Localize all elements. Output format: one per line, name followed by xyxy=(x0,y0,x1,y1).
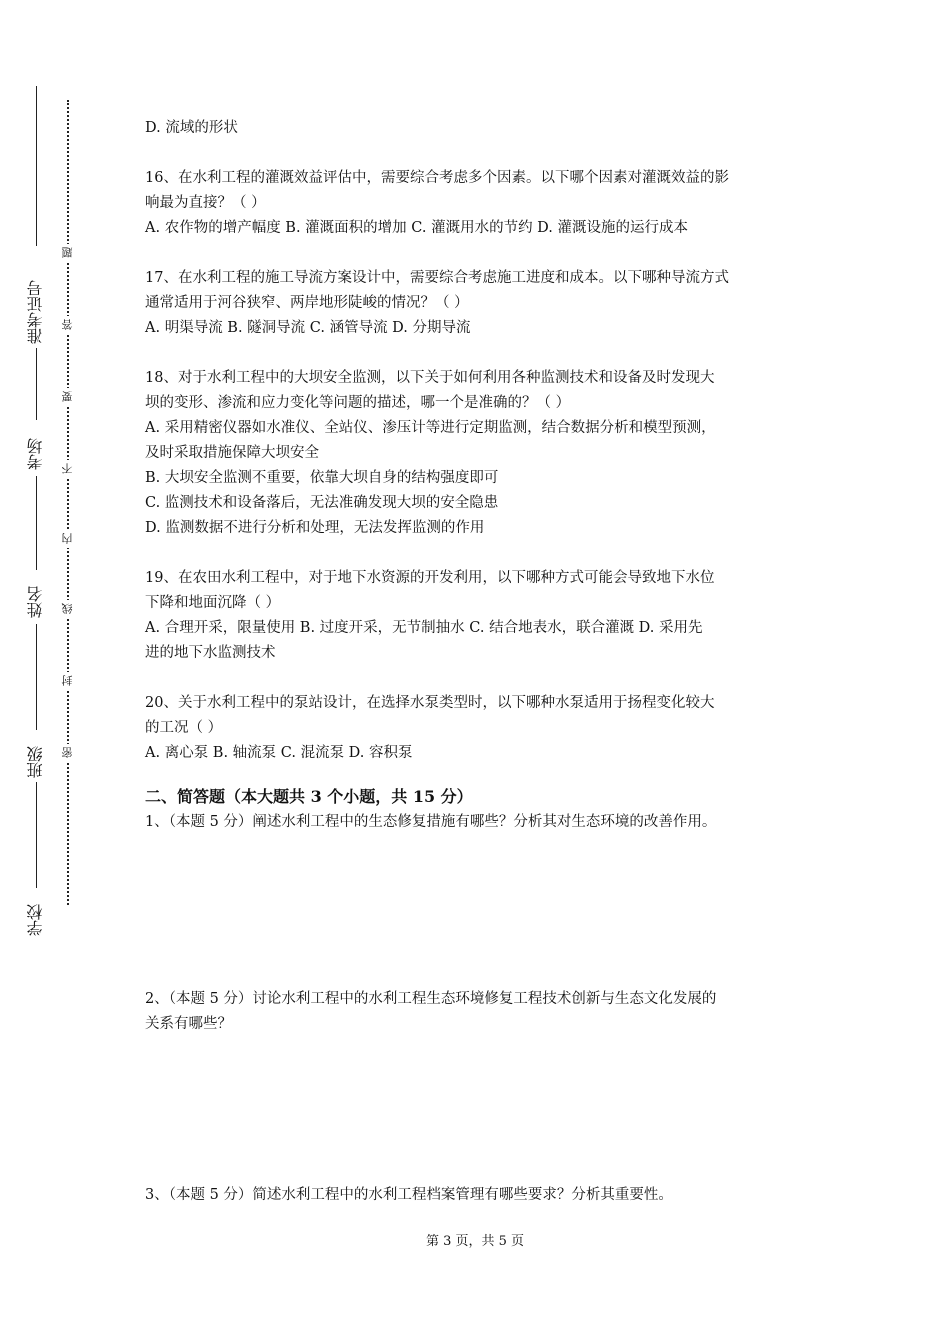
q18-option-b: B. 大坝安全监测不重要，依靠大坝自身的结构强度即可 xyxy=(145,470,499,486)
seal-char-bu: 不 xyxy=(59,460,77,478)
q16-stem-line1: 16、在水利工程的灌溉效益评估中，需要综合考虑多个因素。以下哪个因素对灌溉效益的影 xyxy=(145,170,729,186)
q17-stem-line2: 通常适用于河谷狭窄、两岸地形陡峻的情况？（ ） xyxy=(145,295,469,311)
seal-char-ti: 题 xyxy=(59,244,77,262)
q19-options-line2: 进的地下水监测技术 xyxy=(145,645,276,661)
seal-char-xian: 线 xyxy=(59,600,77,618)
question-18 xyxy=(145,366,810,541)
exam-content xyxy=(145,116,810,1208)
question-16 xyxy=(145,166,810,241)
seal-char-da: 答 xyxy=(59,316,77,334)
q19-options-line1: A. 合理开采，限量使用 B. 过度开采，无节制抽水 C. 结合地表水，联合灌溉 D. 采用先 xyxy=(145,620,703,636)
page-footer: 第 3 页，共 5 页 xyxy=(425,1234,525,1249)
seal-char-yao: 要 xyxy=(59,388,77,406)
q16-stem-line2: 响最为直接？（ ） xyxy=(145,195,266,211)
section2-title: 二、简答题（本大题共 3 个小题，共 15 分） xyxy=(145,787,473,806)
q19-stem-line1: 19、在农田水利工程中，对于地下水资源的开发利用，以下哪种方式可能会导致地下水位 xyxy=(145,570,715,586)
q18-stem-line2: 坝的变形、渗流和应力变化等问题的描述，哪一个是准确的？（ ） xyxy=(145,395,571,411)
line-xuexiao xyxy=(36,782,37,888)
line-banji xyxy=(36,624,37,730)
short-answer-1: 1、（本题 5 分）阐述水利工程中的生态修复措施有哪些？分析其对生态环境的改善作用。 xyxy=(145,814,717,830)
label-kaochang: 考场 xyxy=(26,438,45,470)
seal-char-nei: 内 xyxy=(59,530,77,548)
question-20 xyxy=(145,691,810,766)
question-19 xyxy=(145,566,810,666)
q15-option-d: D. 流域的形状 xyxy=(145,120,238,136)
seal-char-feng: 封 xyxy=(59,672,77,690)
q20-stem-line2: 的工况（ ） xyxy=(145,720,223,736)
short-answer-3: 3、（本题 5 分）简述水利工程中的水利工程档案管理有哪些要求？分析其重要性。 xyxy=(145,1187,673,1203)
q16-options: A. 农作物的增产幅度 B. 灌溉面积的增加 C. 灌溉用水的节约 D. 灌溉设施的运行成本 xyxy=(145,220,689,236)
label-banji: 班级 xyxy=(26,746,45,778)
sa2-line2: 关系有哪些？ xyxy=(145,1016,232,1032)
q18-option-d: D. 监测数据不进行分析和处理，无法发挥监测的作用 xyxy=(145,520,485,536)
q18-option-c: C. 监测技术和设备落后，无法准确发现大坝的安全隐患 xyxy=(145,495,499,511)
line-xingming xyxy=(36,476,37,570)
sa2-line1: 2、（本题 5 分）讨论水利工程中的水利工程生态环境修复工程技术创新与生态文化发展的 xyxy=(145,991,717,1007)
line-zhunkaozheng xyxy=(36,86,37,246)
q18-stem-line1: 18、对于水利工程中的大坝安全监测，以下关于如何利用各种监测技术和设备及时发现大 xyxy=(145,370,715,386)
label-zhunkaozheng: 准考证号 xyxy=(26,280,45,344)
seal-char-mi: 密 xyxy=(59,744,77,762)
q19-stem-line2: 下降和地面沉降（ ） xyxy=(145,595,281,611)
label-xuexiao: 学校 xyxy=(26,904,45,936)
label-xingming: 姓名 xyxy=(26,586,45,618)
seal-dotted-line xyxy=(67,100,69,905)
q20-options: A. 离心泵 B. 轴流泵 C. 混流泵 D. 容积泵 xyxy=(145,745,413,761)
q18-option-a-line2: 及时采取措施保障大坝安全 xyxy=(145,445,319,461)
short-answer-2 xyxy=(145,987,810,1037)
line-kaochang xyxy=(36,348,37,420)
question-17 xyxy=(145,266,810,341)
q18-option-a-line1: A. 采用精密仪器如水准仪、全站仪、渗压计等进行定期监测，结合数据分析和模型预测， xyxy=(145,420,716,436)
q17-options: A. 明渠导流 B. 隧洞导流 C. 涵管导流 D. 分期导流 xyxy=(145,320,471,336)
q17-stem-line1: 17、在水利工程的施工导流方案设计中，需要综合考虑施工进度和成本。以下哪种导流方式 xyxy=(145,270,729,286)
q20-stem-line1: 20、关于水利工程中的泵站设计，在选择水泵类型时，以下哪种水泵适用于扬程变化较大 xyxy=(145,695,715,711)
